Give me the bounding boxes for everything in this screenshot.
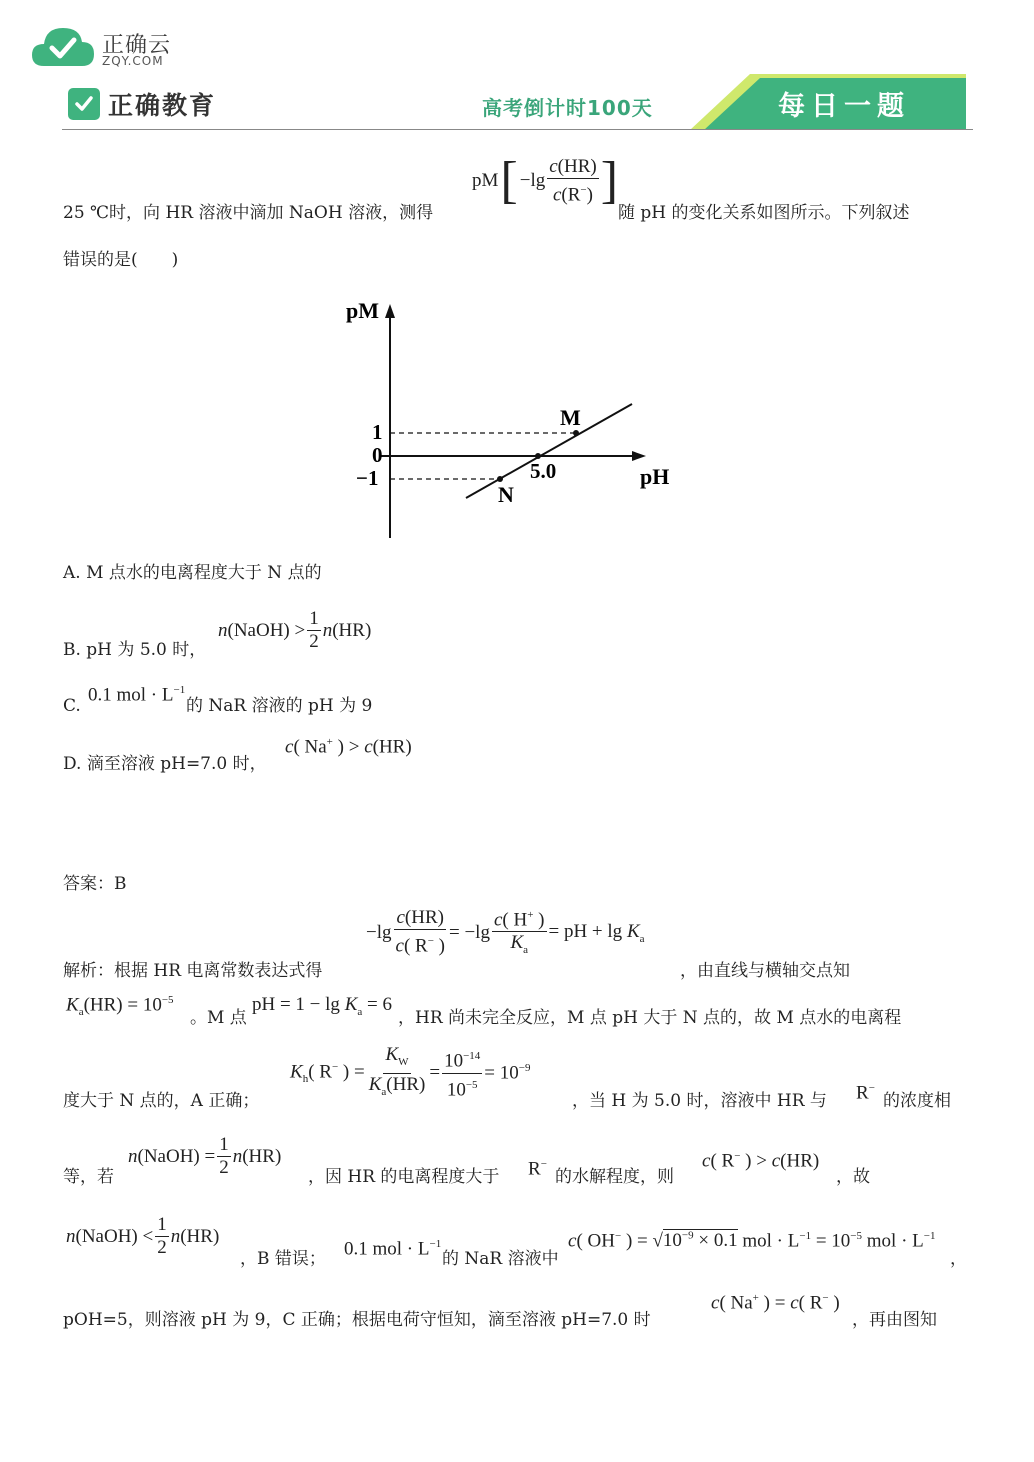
analysis-line5-mid: ，B 错误；: [240, 1249, 326, 1269]
question-stem-part1: 25 ℃时，向 HR 溶液中滴加 NaOH 溶液，测得: [63, 203, 434, 223]
oh-concentration-formula: c( OH− ) = $√10^{-9} \times 0.1$ mol · $L^{-1} = 10^{-5}$ mol · $L^{-1}$: [568, 1230, 936, 1252]
r-greater-hr-formula: c( R− ) > c(HR): [702, 1150, 820, 1172]
ka-value-formula: $K_a(HR) = 10^{-5}$: [66, 994, 174, 1019]
option-d-formula: c( Na+ ) > c(HR): [285, 736, 412, 758]
answer-label: 答案：B: [63, 874, 127, 894]
analysis-line6-prefix: pOH=5，则溶液 pH 为 9，C 正确；根据电荷守恒知，滴至溶液 pH=7.0 时: [63, 1310, 651, 1330]
analysis-line5-mid2: 的 NaR 溶液中: [442, 1249, 559, 1269]
question-stem-part2: 随 pH 的变化关系如图所示。下列叙述: [618, 203, 910, 223]
brand-name: 正确教育: [108, 91, 217, 120]
pm-label: pM: [472, 170, 499, 191]
analysis-line1-prefix: 解析：根据 HR 电离常数表达式得: [63, 961, 323, 981]
tick-label-neg1: −1: [356, 466, 379, 490]
logo-name-cn: 正确云: [102, 33, 172, 58]
option-b-formula: n(NaOH) > $\frac{1}{2}$ n(HR): [218, 608, 372, 652]
analysis-line4-end: ，故: [836, 1167, 870, 1187]
analysis-line5-end: ，: [950, 1249, 967, 1269]
brand-header: [68, 86, 216, 122]
x-tick-label: 5.0: [530, 459, 557, 483]
analysis-line1-suffix: ，由直线与横轴交点知: [680, 961, 850, 981]
point-m-label: M: [560, 405, 581, 430]
y-axis-arrow: [385, 304, 395, 318]
tick-label-1: 1: [372, 420, 383, 444]
option-c-formula: 0.1 mol · $L^{-1}$: [88, 684, 186, 706]
kh-formula: $K_h$( R− ) = $\frac{K_W}{K_a(HR)}$ = $\frac{10^{-14}}{10^{-5}}$ = $10^{-9}$: [290, 1044, 531, 1101]
x-axis-arrow: [632, 451, 646, 461]
pm-ph-graph: [340, 292, 690, 542]
charge-balance-formula: c( Na+ ) = c( R− ): [711, 1292, 840, 1314]
option-b-prefix: B. pH 为 5.0 时，: [63, 640, 207, 660]
point-n-label: N: [498, 482, 514, 507]
data-line: [466, 404, 632, 498]
ka-expression-formula: −lg $\frac{c(HR)}{c( R^- )}$ = −lg $\frac{c( H^+ )}{K_a}$ = pH + $\lg K_a$: [366, 904, 645, 961]
analysis-line2-suffix: ，HR 尚未完全反应，M 点 pH 大于 N 点的，故 M 点水的电离程: [398, 1008, 902, 1028]
naoh-less-formula: n(NaOH) < $\frac{1}{2}$ n(HR): [66, 1214, 220, 1258]
x-axis-label: pH: [640, 464, 670, 489]
point-m-marker: [573, 430, 579, 436]
option-a: A. M 点水的电离程度大于 N 点的: [63, 563, 322, 583]
option-d-prefix: D. 滴至溶液 pH=7.0 时，: [63, 754, 267, 774]
analysis-line4-mid: ，因 HR 的电离程度大于: [308, 1167, 500, 1187]
m-ph-formula: pH = $1 - \lg K_a = 6$: [252, 994, 392, 1018]
r-ion-symbol-2: R−: [528, 1158, 547, 1180]
pm-definition-formula: pM [ −lg $\frac{c(HR)}{c(R^-)}$ ]: [472, 152, 619, 209]
analysis-line3-suffix: ，当 H 为 5.0 时，溶液中 HR 与: [572, 1091, 827, 1111]
banner-title: 每日一题: [778, 91, 910, 122]
option-c-prefix: C.: [63, 696, 81, 716]
header-divider: [62, 129, 973, 130]
analysis-line2-mid: 。M 点: [190, 1008, 247, 1028]
naoh-equal-formula: n(NaOH) = $\frac{1}{2}$ n(HR): [128, 1134, 282, 1178]
r-ion-symbol-1: R−: [856, 1082, 875, 1104]
question-stem-line2: 错误的是( ): [63, 250, 179, 270]
cloud-logo-icon: [30, 22, 96, 68]
analysis-line3-prefix: 度大于 N 点的，A 正确；: [63, 1091, 260, 1111]
option-c-suffix: 的 NaR 溶液的 pH 为 9: [186, 696, 373, 716]
tick-label-0: 0: [372, 443, 383, 467]
check-icon: [68, 88, 100, 120]
countdown-text: 高考倒计时100天: [482, 96, 653, 120]
concentration-formula: 0.1 mol · $L^{-1}$: [344, 1238, 442, 1260]
analysis-line6-end: ，再由图知: [852, 1310, 937, 1330]
y-axis-label: pM: [346, 298, 379, 323]
logo-domain: ZQY.COM: [102, 54, 164, 68]
analysis-line4-prefix: 等，若: [63, 1167, 114, 1187]
analysis-line3-end: 的浓度相: [883, 1091, 951, 1111]
analysis-line4-mid2: 的水解程度，则: [555, 1167, 674, 1187]
